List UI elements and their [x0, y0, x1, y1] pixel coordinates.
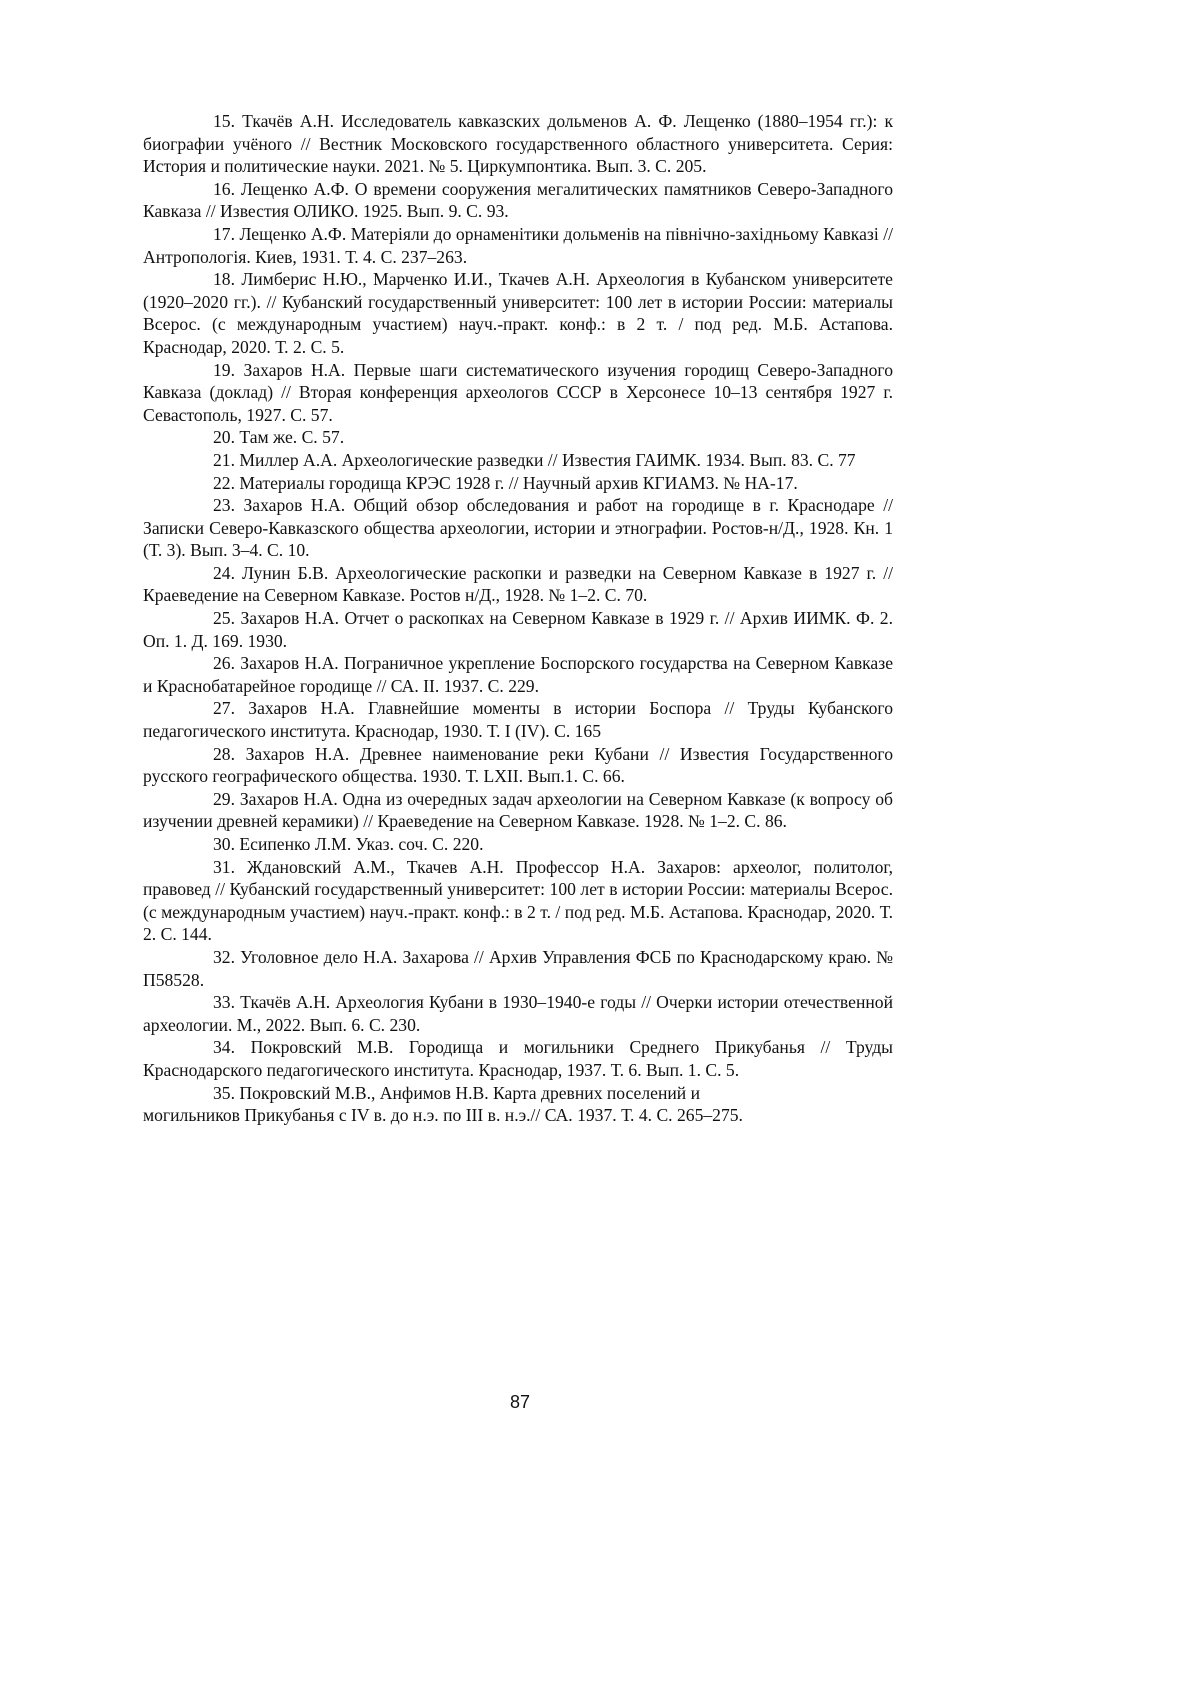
reference-item: 25. Захаров Н.А. Отчет о раскопках на Северном Кавказе в 1929 г. // Архив ИИМК. Ф. 2. Оп. 1. Д. 169. 1930. — [143, 608, 893, 651]
reference-item: 30. Есипенко Л.М. Указ. соч. С. 220. — [213, 834, 484, 854]
reference-item: 31. Ждановский А.М., Ткачев А.Н. Профессор Н.А. Захаров: археолог, политолог, правовед // Кубанский государственный университет: 100 лет в истории России: материалы Всерос. (с международным участием) науч.-практ. конф.: в 2 т. / под ред. М.Б. Астапова. Краснодар, 2020. Т. 2. С. 144. — [143, 856, 893, 945]
reference-item: 21. Миллер А.А. Археологические разведки // Известия ГАИМК. 1934. Вып. 83. С. 77 — [213, 449, 856, 470]
reference-item: 29. Захаров Н.А. Одна из очередных задач археологии на Северном Кавказе (к вопросу об изучении древней керамики) // Краеведение на Северном Кавказе. 1928. № 1–2. С. 86. — [143, 788, 893, 832]
reference-item: 15. Ткачёв А.Н. Исследователь кавказских дольменов А. Ф. Лещенко (1880–1954 гг.): к биографии учёного // Вестник Московского государственного областного университета. Серия: История и политические науки. 2021. № 5. Циркумпонтика. Вып. 3. С. 205. — [143, 111, 893, 177]
page-number: 87 — [509, 1392, 531, 1412]
reference-item: 18. Лимберис Н.Ю., Марченко И.И., Ткачев А.Н. Археология в Кубанском университете (1920–2020 гг.). // Кубанский государственный университет: 100 лет в истории России: материалы Всерос. (с международным участием) науч.-практ. конф.: в 2 т. / под ред. М.Б. Астапова. Краснодар, 2020. Т. 2. С. 5. — [143, 269, 893, 357]
reference-item: 32. Уголовное дело Н.А. Захарова // Архив Управления ФСБ по Краснодарскому краю. № П58528. — [143, 946, 893, 990]
reference-item: 22. Материалы городища КРЭС 1928 г. // Научный архив КГИАМЗ. № НА-17. — [213, 472, 798, 493]
reference-item: 35. Покровский М.В., Анфимов Н.В. Карта древних поселений и могильников Прикубанья с IV в. до н.э. по III в. н.э.// СА. 1937. Т. 4. С. 265–275. — [143, 1082, 743, 1126]
reference-item: 20. Там же. С. 57. — [213, 427, 345, 448]
reference-item: 17. Лещенко А.Ф. Матеріяли до орнаменітики дольменів на північно-західньому Кавказі // Антропологія. Киев, 1931. Т. 4. С. 237–263. — [143, 223, 893, 267]
reference-item: 24. Лунин Б.В. Археологические раскопки и разведки на Северном Кавказе в 1927 г. // Краеведение на Северном Кавказе. Ростов н/Д., 1928. № 1–2. С. 70. — [143, 562, 893, 606]
reference-item: 34. Покровский М.В. Городища и могильники Среднего Прикубанья // Труды Краснодарского педагогического института. Краснодар, 1937. Т. 6. Вып. 1. С. 5. — [143, 1037, 893, 1080]
reference-item: 26. Захаров Н.А. Пограничное укрепление Боспорского государства на Северном Кавказе и Краснобатарейное городище // СА. II. 1937. С. 229. — [143, 653, 893, 696]
reference-item: 28. Захаров Н.А. Древнее наименование реки Кубани // Известия Государственного русского географического общества. 1930. Т. LXII. Вып.1. С. 66. — [143, 743, 893, 787]
reference-item: 23. Захаров Н.А. Общий обзор обследования и работ на городище в г. Краснодаре // Записки Северо-Кавказского общества археологии, истории и этнографии. Ростов-н/Д., 1928. Кн. 1 (Т. 3). Вып. 3–4. С. 10. — [143, 495, 893, 561]
reference-item: 27. Захаров Н.А. Главнейшие моменты в истории Боспора // Труды Кубанского педагогического института. Краснодар, 1930. Т. I (IV). С. 165 — [143, 698, 893, 742]
reference-list — [143, 110, 893, 1127]
reference-item: 16. Лещенко А.Ф. О времени сооружения мегалитических памятников Северо-Западного Кавказа // Известия ОЛИКО. 1925. Вып. 9. С. 93. — [143, 178, 893, 222]
reference-item: 19. Захаров Н.А. Первые шаги систематического изучения городищ Северо-Западного Кавказа (доклад) // Вторая конференция археологов СССР в Херсонесе 10–13 сентября 1927 г. Севастополь, 1927. С. 57. — [143, 359, 893, 425]
reference-item: 33. Ткачёв А.Н. Археология Кубани в 1930–1940-е годы // Очерки истории отечественной археологии. М., 2022. Вып. 6. С. 230. — [143, 992, 893, 1035]
